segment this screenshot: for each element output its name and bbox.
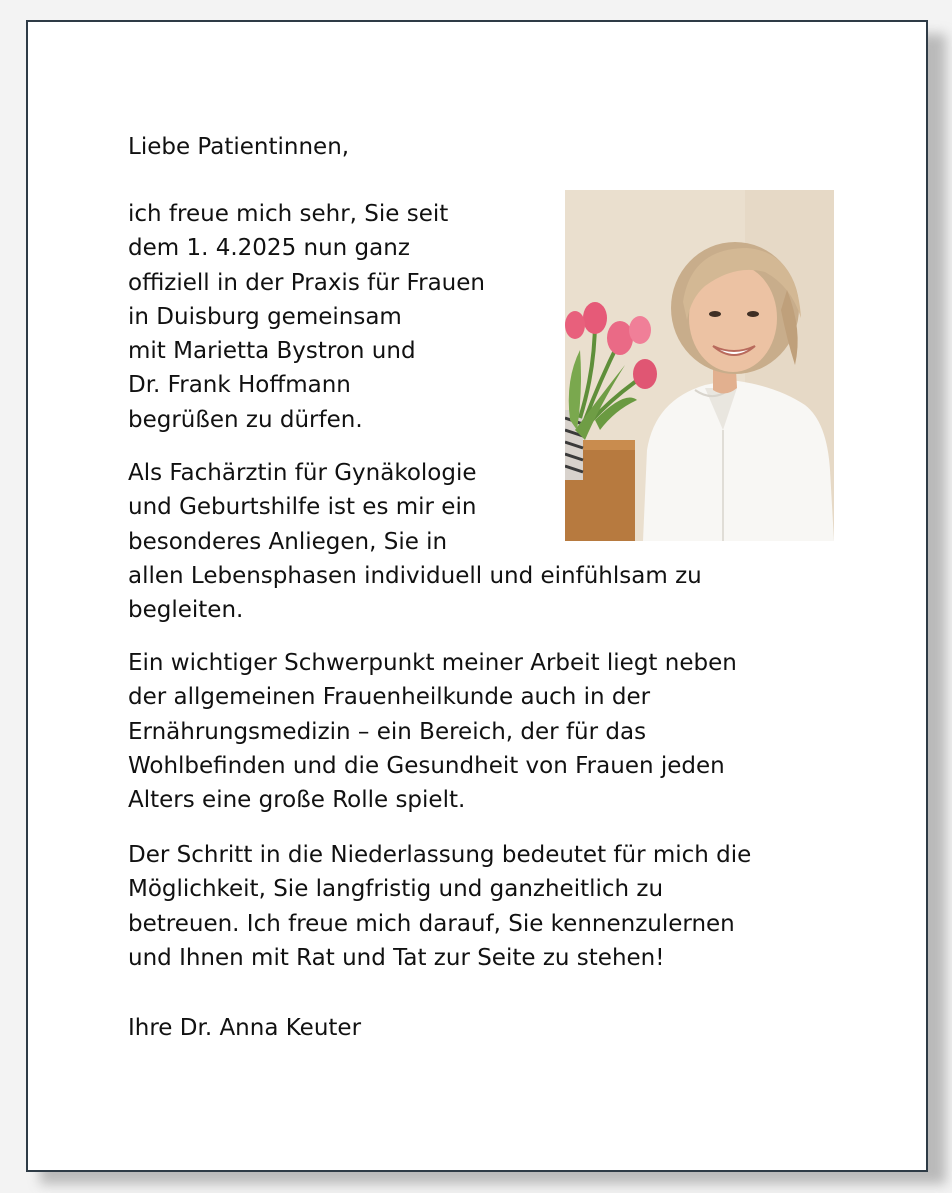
- greeting-line: Liebe Patientinnen,: [128, 134, 350, 160]
- text-line: ich freue mich sehr, Sie seit: [128, 201, 449, 227]
- text-line: Ein wichtiger Schwerpunkt meiner Arbeit liegt neben: [128, 650, 737, 676]
- text-line: begleiten.: [128, 597, 244, 624]
- text-line: betreuen. Ich freue mich darauf, Sie kennenzulernen: [128, 910, 735, 937]
- text-line: Der Schritt in die Niederlassung bedeutet für mich die: [128, 842, 752, 868]
- paragraph-welcome: [128, 197, 485, 437]
- signature-line: Ihre Dr. Anna Keuter: [128, 1015, 362, 1041]
- text-line: Dr. Frank Hoffmann: [128, 372, 351, 399]
- text-line: Wohlbefinden und die Gesundheit von Frauen jeden: [128, 752, 725, 779]
- text-line: Ernährungsmedizin – ein Bereich, der für das: [128, 718, 647, 745]
- text-line: begrüßen zu dürfen.: [128, 406, 363, 433]
- text-line: allen Lebensphasen individuell und einfühlsam zu: [128, 562, 702, 589]
- text-line: der allgemeinen Frauenheilkunde auch in der: [128, 684, 651, 711]
- text-line: und Geburtshilfe ist es mir ein: [128, 494, 477, 521]
- text-line: Alters eine große Rolle spielt.: [128, 787, 466, 814]
- text-line: dem 1. 4.2025 nun ganz: [128, 235, 410, 262]
- text-line: Möglichkeit, Sie langfristig und ganzheitlich zu: [128, 876, 664, 903]
- text-line: offiziell in der Praxis für Frauen: [128, 269, 485, 296]
- paragraph-focus: [128, 646, 737, 817]
- text-line: und Ihnen mit Rat und Tat zur Seite zu stehen!: [128, 944, 665, 971]
- text-line: Als Fachärztin für Gynäkologie: [128, 460, 477, 486]
- text-line: mit Marietta Bystron und: [128, 338, 416, 365]
- paragraph-practice: [128, 838, 751, 975]
- doctor-portrait-photo: [565, 190, 834, 541]
- letter-greeting: [128, 130, 349, 164]
- letter-signature: [128, 1011, 361, 1045]
- text-line: besonderes Anliegen, Sie in: [128, 528, 448, 555]
- text-line: in Duisburg gemeinsam: [128, 303, 402, 330]
